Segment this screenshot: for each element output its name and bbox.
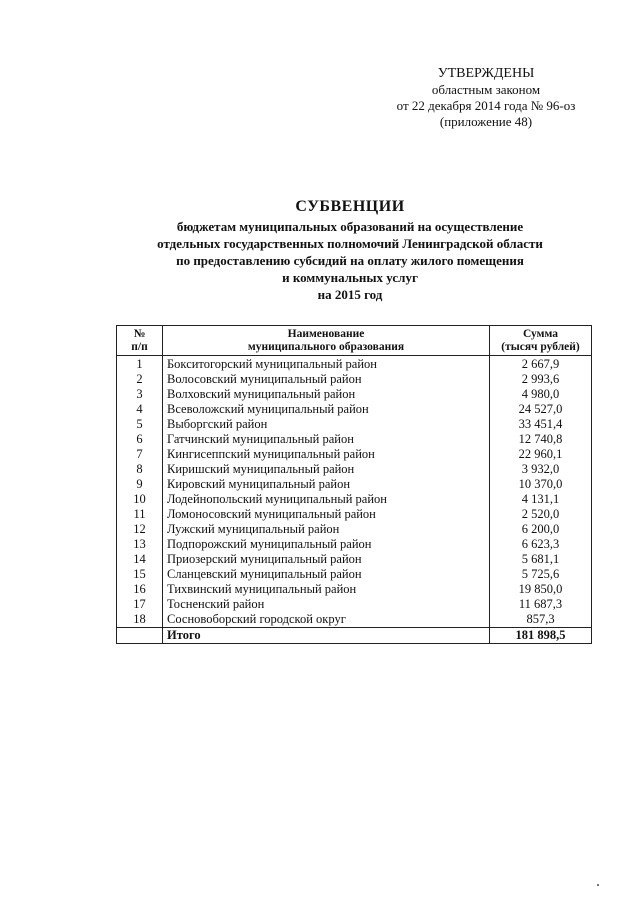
row-name: Гатчинский муниципальный район <box>163 432 490 447</box>
row-sum: 22 960,1 <box>490 447 592 462</box>
total-sum: 181 898,5 <box>490 628 592 644</box>
row-number: 18 <box>117 612 163 628</box>
row-sum: 5 725,6 <box>490 567 592 582</box>
title-line-3: по предоставлению субсидий на оплату жилого помещения <box>176 253 524 268</box>
row-number: 14 <box>117 552 163 567</box>
row-number: 7 <box>117 447 163 462</box>
row-name: Лужский муниципальный район <box>163 522 490 537</box>
row-number: 11 <box>117 507 163 522</box>
total-label: Итого <box>163 628 490 644</box>
row-sum: 2 993,6 <box>490 372 592 387</box>
row-name: Всеволожский муниципальный район <box>163 402 490 417</box>
table-row <box>117 492 592 507</box>
title-line-5: на 2015 год <box>317 287 383 302</box>
header-number <box>117 326 163 356</box>
header-name-line2: муниципального образования <box>247 341 405 353</box>
row-name: Приозерский муниципальный район <box>163 552 490 567</box>
row-sum: 19 850,0 <box>490 582 592 597</box>
row-name: Волосовский муниципальный район <box>163 372 490 387</box>
row-sum: 12 740,8 <box>490 432 592 447</box>
row-name: Кировский муниципальный район <box>163 477 490 492</box>
row-sum: 3 932,0 <box>490 462 592 477</box>
table-row <box>117 552 592 567</box>
header-number-line1: № <box>133 328 146 340</box>
table-row <box>117 612 592 628</box>
row-number: 8 <box>117 462 163 477</box>
table-row <box>117 356 592 373</box>
row-name: Лодейнопольский муниципальный район <box>163 492 490 507</box>
row-sum: 2 520,0 <box>490 507 592 522</box>
table-row <box>117 402 592 417</box>
row-number: 17 <box>117 597 163 612</box>
table-row <box>117 522 592 537</box>
approval-block <box>366 66 606 130</box>
total-row <box>117 628 592 644</box>
row-sum: 4 980,0 <box>490 387 592 402</box>
row-number: 13 <box>117 537 163 552</box>
table-row <box>117 537 592 552</box>
row-sum: 24 527,0 <box>490 402 592 417</box>
row-number: 5 <box>117 417 163 432</box>
table-row <box>117 507 592 522</box>
row-name: Сосновоборский городской округ <box>163 612 490 628</box>
row-name: Сланцевский муниципальный район <box>163 567 490 582</box>
subventions-table <box>116 325 592 644</box>
title-line-1: бюджетам муниципальных образований на осуществление <box>176 219 524 234</box>
total-number-cell <box>117 628 163 644</box>
header-sum-line2: (тысяч рублей) <box>501 341 580 353</box>
header-sum-line1: Сумма <box>523 328 558 340</box>
row-number: 16 <box>117 582 163 597</box>
row-sum: 6 200,0 <box>490 522 592 537</box>
title-line-4: и коммунальных услуг <box>282 270 418 285</box>
row-number: 6 <box>117 432 163 447</box>
row-sum: 4 131,1 <box>490 492 592 507</box>
row-sum: 5 681,1 <box>490 552 592 567</box>
row-sum: 10 370,0 <box>490 477 592 492</box>
table-row <box>117 477 592 492</box>
row-number: 15 <box>117 567 163 582</box>
table-header-row <box>117 326 592 356</box>
row-sum: 2 667,9 <box>490 356 592 373</box>
row-sum: 11 687,3 <box>490 597 592 612</box>
table-row <box>117 462 592 477</box>
table-row <box>117 432 592 447</box>
row-number: 2 <box>117 372 163 387</box>
row-sum: 857,3 <box>490 612 592 628</box>
row-number: 10 <box>117 492 163 507</box>
header-name <box>163 326 490 356</box>
row-number: 4 <box>117 402 163 417</box>
scan-speck <box>597 884 599 886</box>
header-number-line2: п/п <box>131 341 148 353</box>
header-sum <box>490 326 592 356</box>
row-name: Кингисеппский муниципальный район <box>163 447 490 462</box>
row-number: 9 <box>117 477 163 492</box>
row-name: Подпорожский муниципальный район <box>163 537 490 552</box>
row-number: 3 <box>117 387 163 402</box>
approval-appendix: (приложение 48) <box>439 114 533 129</box>
row-number: 12 <box>117 522 163 537</box>
table-row <box>117 387 592 402</box>
row-name: Киришский муниципальный район <box>163 462 490 477</box>
row-name: Тихвинский муниципальный район <box>163 582 490 597</box>
table-row <box>117 597 592 612</box>
table-row <box>117 372 592 387</box>
title-main: СУБВЕНЦИИ <box>295 198 405 215</box>
approval-law-type: областным законом <box>431 82 541 97</box>
row-name: Волховский муниципальный район <box>163 387 490 402</box>
header-name-line1: Наименование <box>287 328 365 340</box>
row-sum: 6 623,3 <box>490 537 592 552</box>
table-row <box>117 417 592 432</box>
row-name: Бокситогорский муниципальный район <box>163 356 490 373</box>
row-sum: 33 451,4 <box>490 417 592 432</box>
table-row <box>117 447 592 462</box>
document-title <box>80 198 620 303</box>
row-name: Тосненский район <box>163 597 490 612</box>
title-line-2: отдельных государственных полномочий Ленинградской области <box>157 236 543 251</box>
row-name: Ломоносовский муниципальный район <box>163 507 490 522</box>
row-name: Выборгский район <box>163 417 490 432</box>
row-number: 1 <box>117 356 163 373</box>
table-row <box>117 567 592 582</box>
table-row <box>117 582 592 597</box>
approval-heading: УТВЕРЖДЕНЫ <box>437 66 535 81</box>
approval-law-date: от 22 декабря 2014 года № 96-оз <box>396 98 576 113</box>
